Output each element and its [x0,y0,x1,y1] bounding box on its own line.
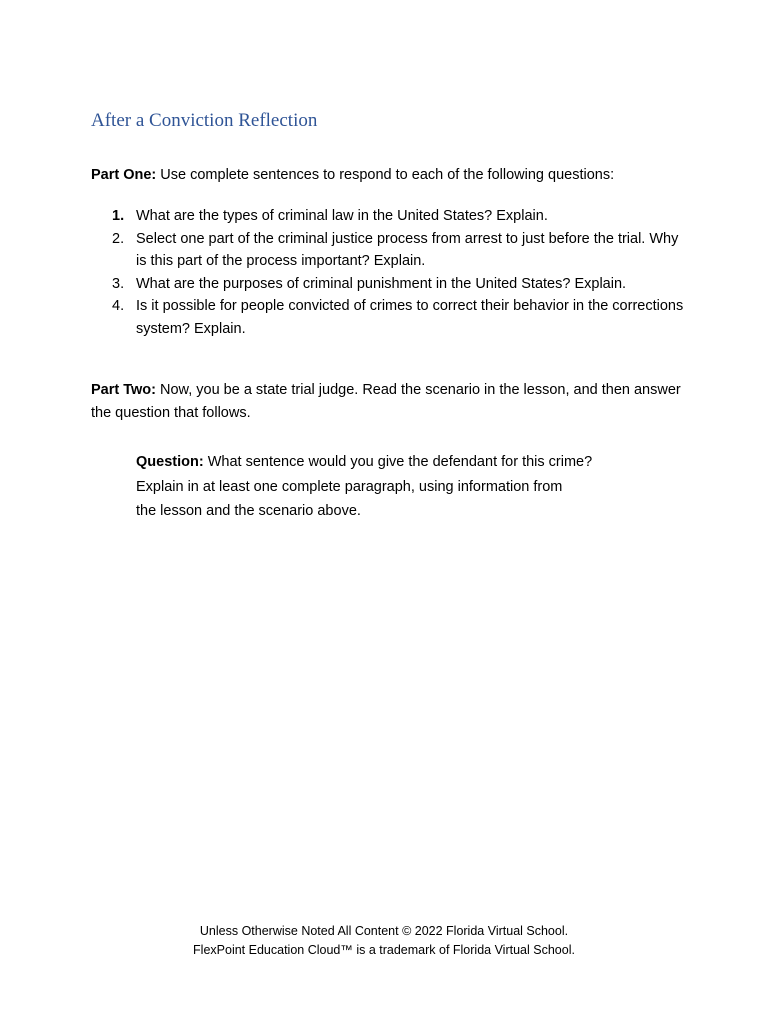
footer-trademark-line: FlexPoint Education Cloud™ is a trademark of Florida Virtual School. [193,943,575,957]
question-text-1: What sentence would you give the defendant for this crime? [203,454,593,470]
question-number: 3. [112,275,125,292]
page-title: After a Conviction Reflection [91,110,318,131]
list-item [91,228,691,273]
question-block [136,450,656,524]
question-line-1 [136,450,656,475]
list-item [91,295,691,340]
part-two-label: Part Two: [91,382,156,398]
part-one-label: Part One: [91,167,157,183]
question-number: 2. [112,230,125,247]
question-line-3: the lesson and the scenario above. [136,503,361,519]
part-one-text: Use complete sentences to respond to each of the following questions: [156,167,615,183]
part-one-instructions [91,164,691,187]
question-number: 1. [112,208,125,224]
copyright-footer [0,922,768,960]
list-item [91,273,691,296]
question-line-2: Explain in at least one complete paragraph, using information from [136,478,563,495]
question-text: What are the types of criminal law in the United States? Explain. [136,208,548,224]
question-text: Select one part of the criminal justice process from arrest to just before the trial. Why is this part of the process important? Explain. [136,230,679,269]
part-one-question-list [91,205,691,340]
list-item [91,205,691,228]
question-label: Question: [136,454,204,470]
question-text: What are the purposes of criminal punishment in the United States? Explain. [136,275,627,292]
question-number: 4. [112,298,125,314]
question-text: Is it possible for people convicted of crimes to correct their behavior in the corrections system? Explain. [136,298,684,337]
footer-copyright-line: Unless Otherwise Noted All Content © 2022 Florida Virtual School. [199,924,569,938]
part-two-text: Now, you be a state trial judge. Read the scenario in the lesson, and then answer the question that follows. [91,382,681,421]
part-two-instructions [91,379,681,425]
